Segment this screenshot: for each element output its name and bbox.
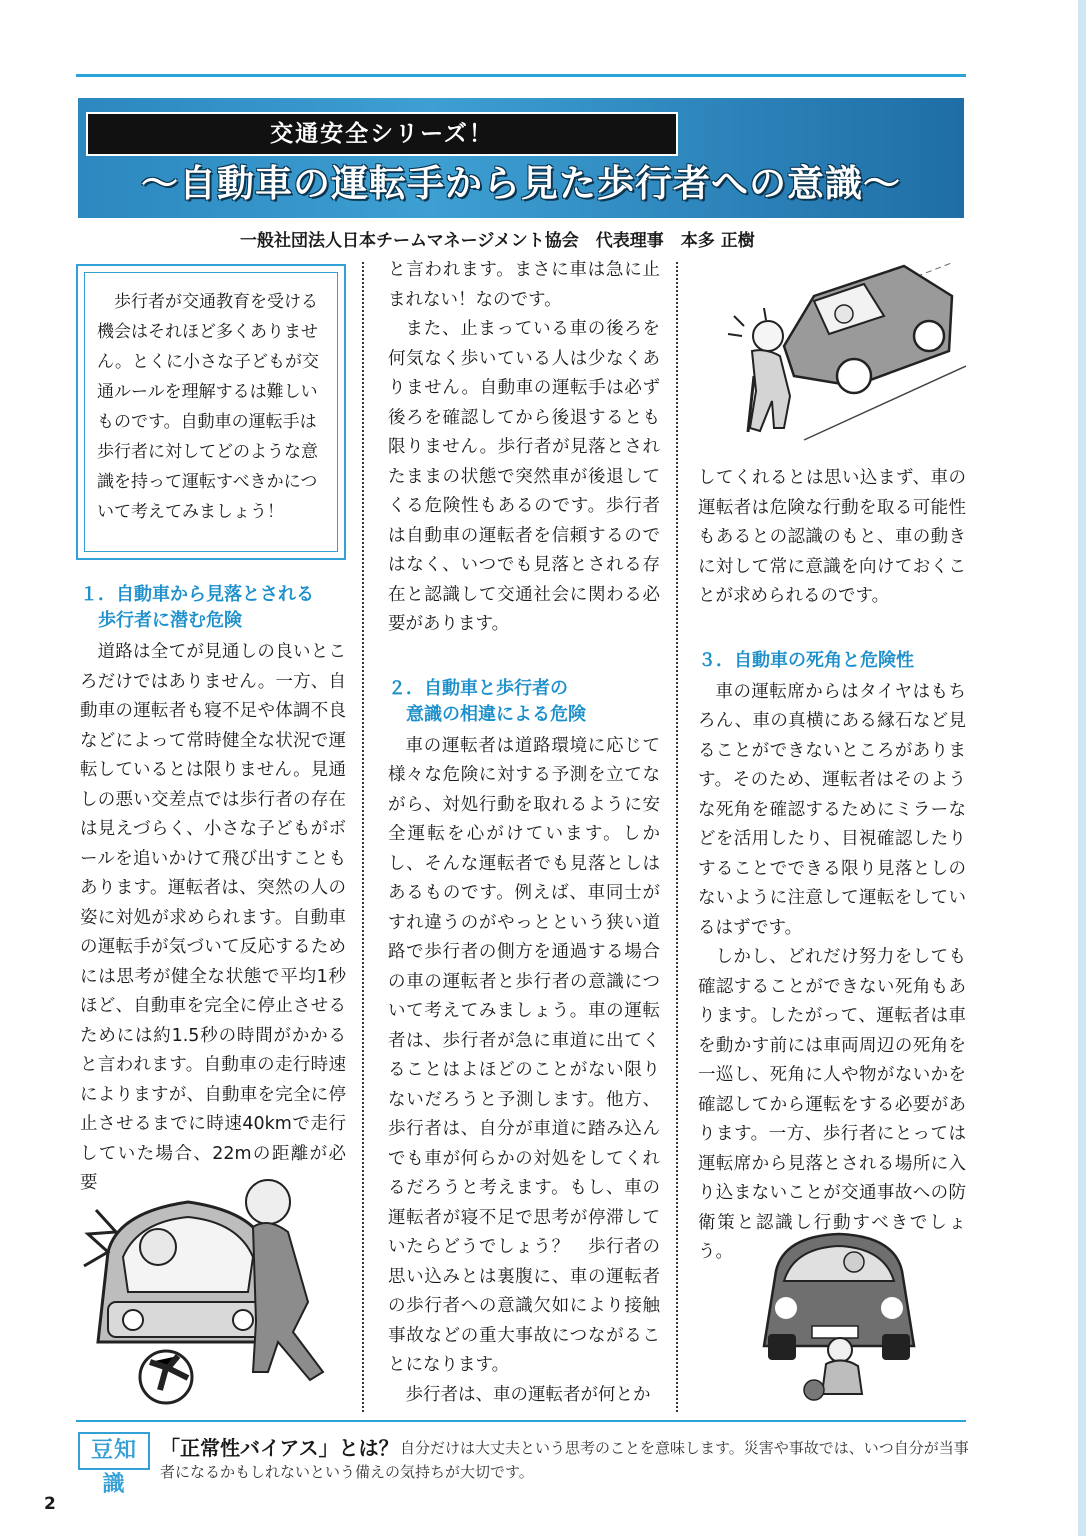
bottom-rule — [76, 1420, 966, 1422]
page-number: 2 — [44, 1494, 56, 1514]
section-2-heading-line2: 意識の相違による危険 — [406, 703, 586, 725]
section-1-heading-line1: １．自動車から見落とされる — [80, 584, 314, 605]
section-2-paragraph-1: 車の運転者は道路環境に応じて様々な危険に対する予測を立てながら、対処行動を取れるように安全運転を心がけています。しかし、そんな運転者でも見落としはあるものです。例えば、車同士がすれ違うのがやっとという狭い道路で歩行者の側方を通過する場合の車の運転者と歩行者の意識について考えてみましょう。車の運転者は、歩行者が急に車道に出てくることはよほどのことがない限りないだろうと予測します。他方、歩行者は、自分が車道に踏み込んでも車が何らかの対処をしてくれるだろうと考えます。もし、車の運転者が寝不足で思考が停滞していたらどうでしょう？ 歩行者の思い込みとは裏腹に、車の運転者の歩行者への意識欠如により接触事故などの重大事故につながることになります。 — [388, 735, 660, 1375]
section-2-continued: してくれるとは思い込まず、車の運転者は危険な行動を取る可能性もあるとの認識のもと、車の動きに対して常に意識を向けておくことが求められるのです。 — [698, 468, 966, 606]
section-2-paragraph-2: 歩行者は、車の運転者が何とか — [405, 1384, 651, 1405]
child-chasing-ball-illustration — [78, 1172, 348, 1412]
section-3-paragraph-2: しかし、どれだけ努力をしても確認することができない死角もあります。したがって、運転者は車を動かす前には車両周辺の死角を一巡し、死角に人や物がないかを確認してから運転をする必要があります。一方、歩行者にとっては運転席から見落とされる場所に入り込まないことが交通事故への防衛策と認識し行動すべきでしょう。 — [698, 947, 966, 1262]
section-2-heading-line1: ２．自動車と歩行者の — [388, 677, 568, 699]
column-3 — [698, 464, 966, 1268]
page-edge-bar — [1078, 0, 1086, 1536]
column-2 — [388, 256, 660, 1410]
section-1-continued: と言われます。まさに車は急に止まれない！なのです。 — [388, 260, 660, 310]
article-title: ～自動車の運転手から見た歩行者への意識～ — [141, 162, 901, 205]
section-1-heading-line2: 歩行者に潜む危険 — [98, 610, 242, 631]
elderly-pedestrian-car-illustration — [704, 256, 966, 442]
section-1-heading — [80, 582, 346, 634]
tip-title: 「正常性バイアス」とは？ — [160, 1436, 399, 1460]
top-rule — [76, 74, 966, 77]
tip-body: 自分だけは大丈夫という思考のことを意味します。災害や事故では、いつ自分が当事者になるかもしれないという備えの気持ちが大切です。 — [160, 1439, 969, 1481]
intro-box — [76, 264, 346, 560]
section-1-paragraph: 道路は全てが見通しの良いところだけではありません。一方、自動車の運転者も寝不足や体調不良などによって常時健全な状況で運転しているとは限りません。見通しの悪い交差点では歩行者の存在は見えづらく、小さな子どもがボールを追いかけて飛び出すこともあります。運転者は、突然の人の姿に対処が求められます。自動車の運転手が気づいて反応するためには思考が健全な状態で平均1秒ほど、自動車を完全に停止させるためには約1.5秒の時間がかかると言われます。自動車の走行時速によりますが、自動車を完全に停止させるまでに時速40kmで走行していた場合、22mの距離が必要 — [80, 642, 346, 1193]
series-label: 交通安全シリーズ！ — [86, 112, 678, 156]
section-2-heading — [388, 676, 660, 728]
column-separator-2 — [676, 262, 678, 1412]
section-3-heading: ３．自動車の死角と危険性 — [698, 649, 914, 671]
intro-text: 歩行者が交通教育を受ける機会はそれほど多くありません。とくに小さな子どもが交通ルールを理解するは難しいものです。自動車の運転手は歩行者に対してどのような意識を持って運転すべきかについて考えてみましょう！ — [84, 272, 338, 552]
column-separator-1 — [362, 262, 364, 1412]
section-1-paragraph-2: また、止まっている車の後ろを何気なく歩いている人は少なくありません。自動車の運転手は必ず後ろを確認してから後退するとも限りません。歩行者が見落とされたままの状態で突然車が後退してくる危険性もあるのです。歩行者は自動車の運転者を信頼するのではなく、いつでも見落とされる存在と認識して交通社会に関わる必要があります。 — [388, 319, 660, 634]
author-line: 一般社団法人日本チームマネージメント協会 代表理事 本多 正樹 — [240, 231, 755, 251]
section-3-paragraph-1: 車の運転席からはタイヤはもちろん、車の真横にある縁石など見ることができないところがあります。そのため、運転者はそのような死角を確認するためにミラーなどを活用したり、目視確認したりすることでできる限り見落としのないように注意して運転をしているはずです。 — [698, 681, 966, 938]
car-blind-spot-child-illustration — [754, 1226, 924, 1406]
mame-chishiki-badge: 豆知識 — [78, 1432, 150, 1470]
column-1 — [80, 582, 346, 1199]
